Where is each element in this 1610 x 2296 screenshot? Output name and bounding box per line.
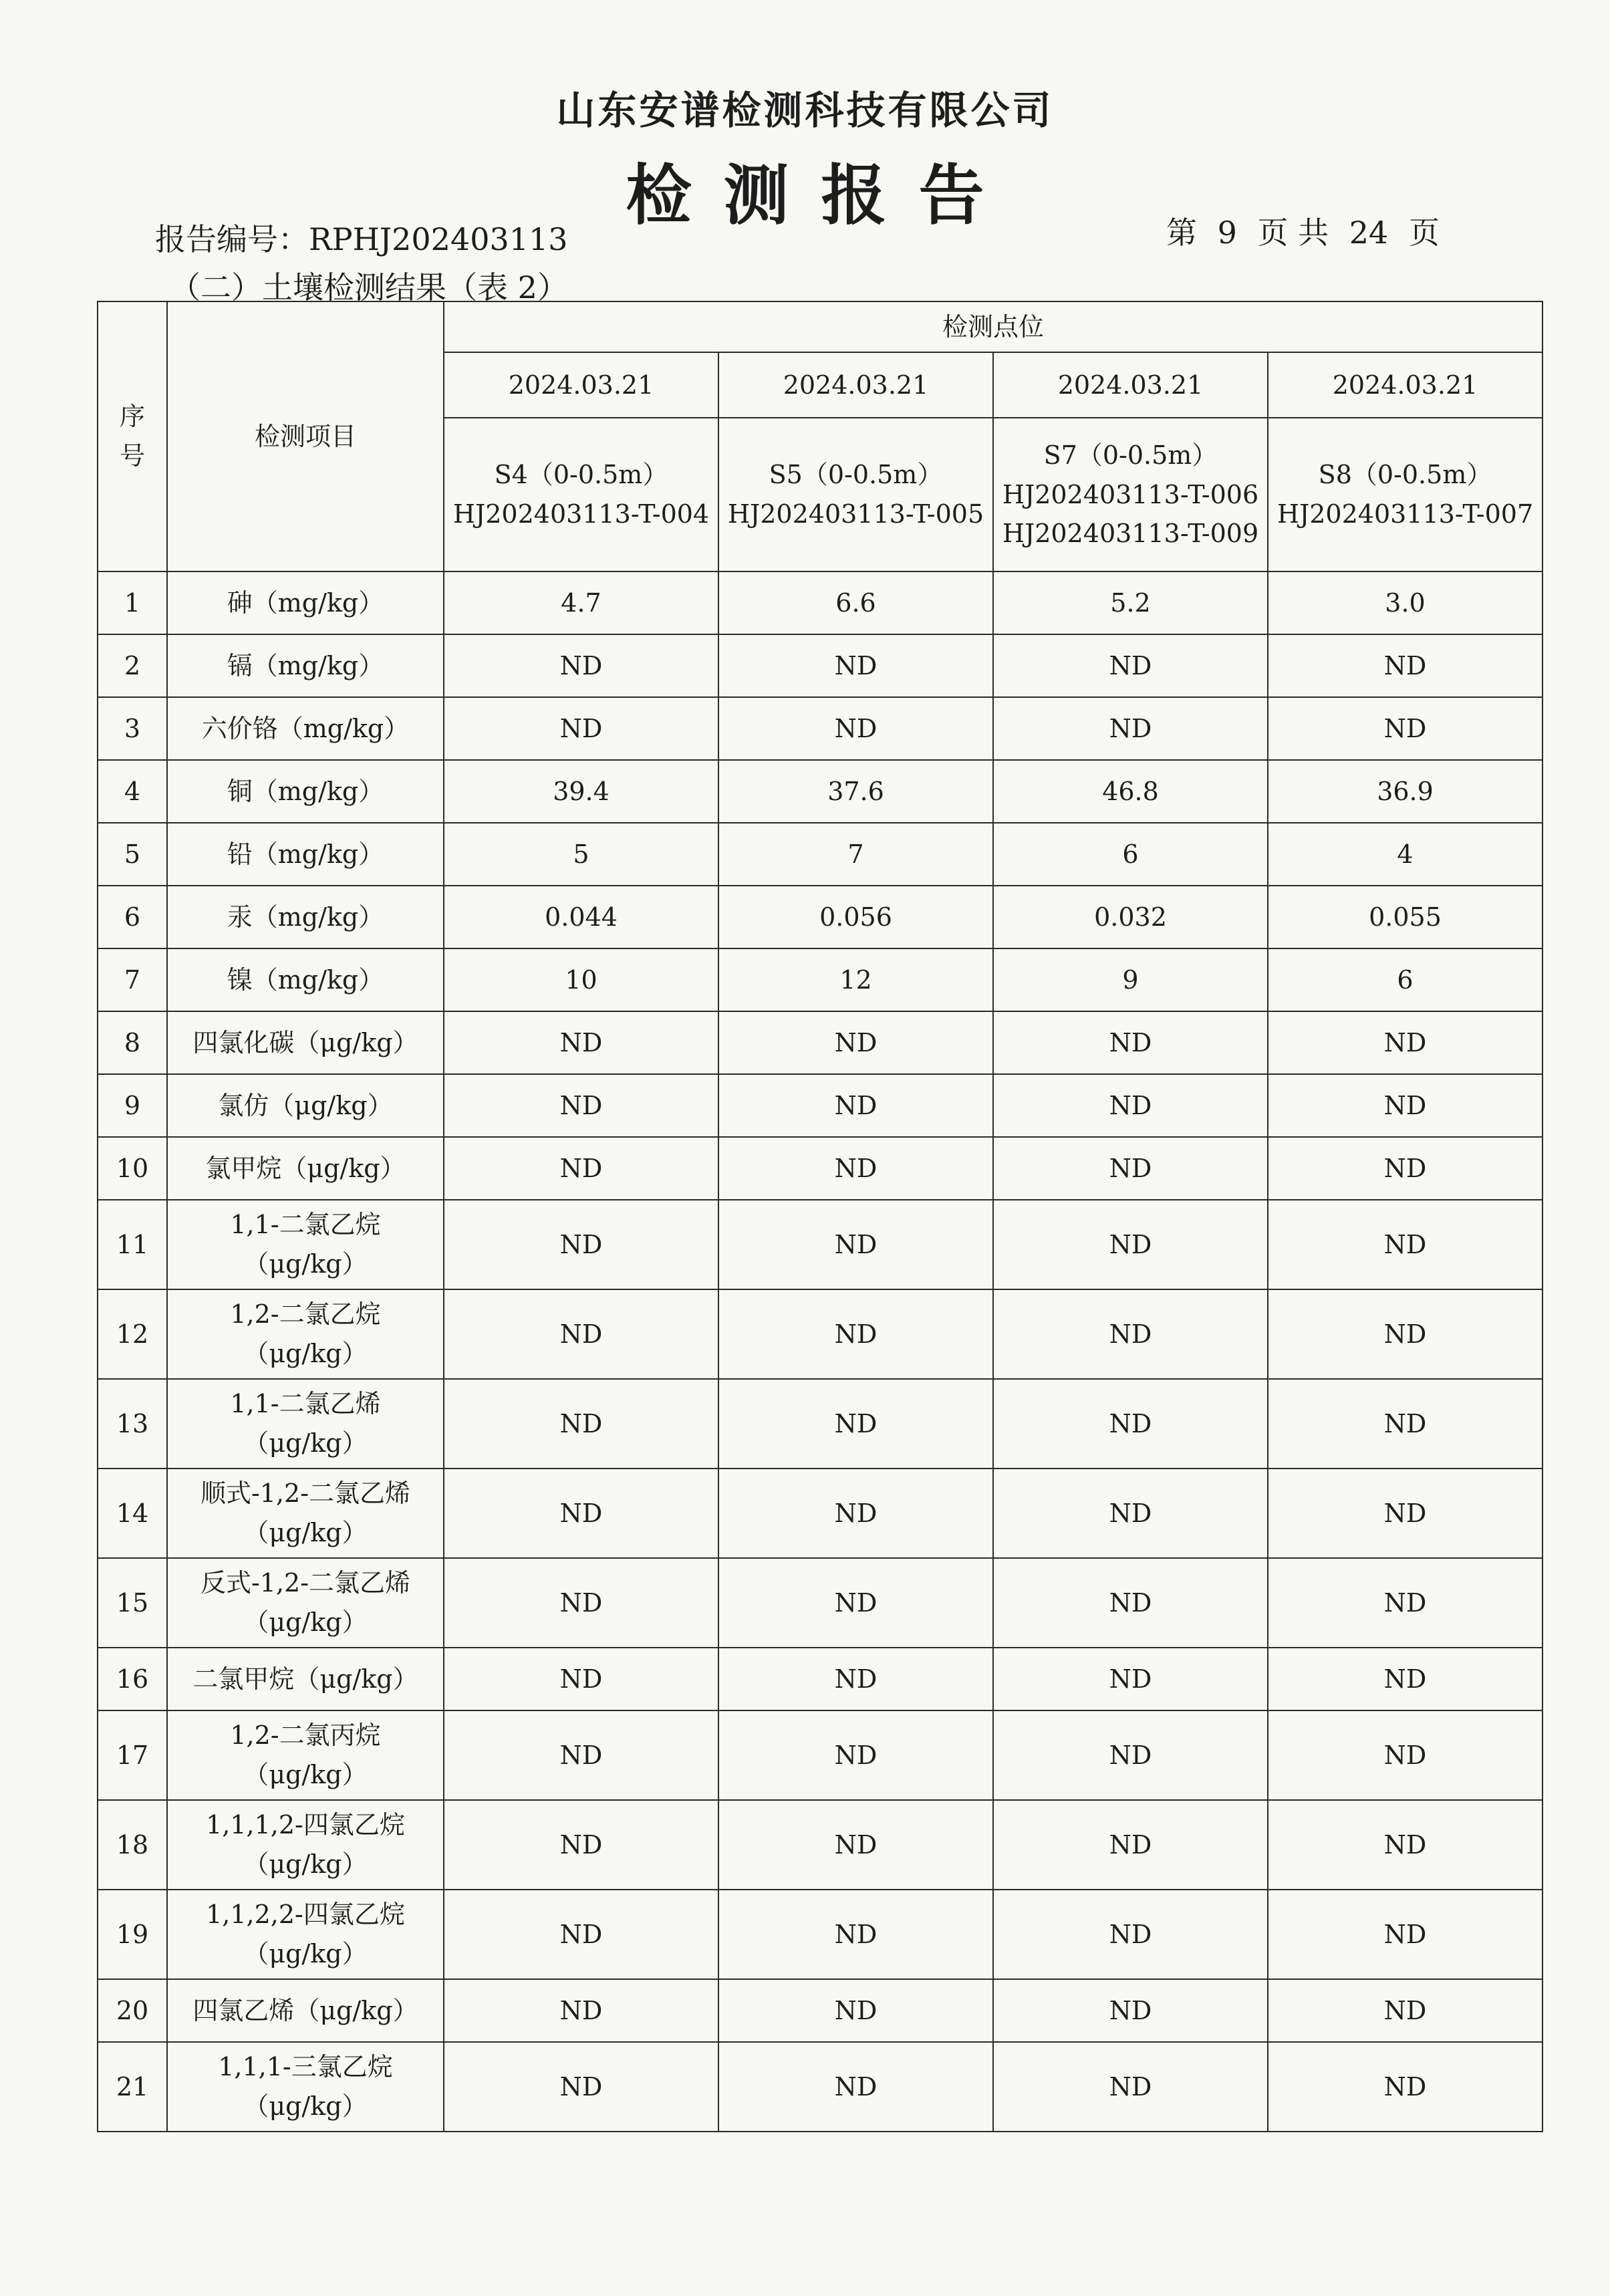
table-row	[98, 886, 1542, 948]
sample-code: HJ202403113-T-009	[1002, 519, 1259, 549]
result-value: ND	[718, 634, 993, 697]
point-date: 2024.03.21	[993, 352, 1268, 418]
item-line: 氯甲烷（μg/kg）	[205, 1153, 406, 1183]
point-site	[993, 418, 1268, 571]
result-value: 12	[718, 948, 993, 1011]
row-item	[167, 1469, 444, 1558]
point-site	[444, 418, 718, 571]
result-value: 36.9	[1268, 760, 1542, 823]
result-value: ND	[993, 1469, 1268, 1558]
row-number: 3	[98, 697, 167, 760]
result-value: ND	[1268, 1558, 1542, 1648]
row-number: 11	[98, 1200, 167, 1289]
item-line: （μg/kg）	[243, 1249, 368, 1279]
result-value: ND	[1268, 1074, 1542, 1137]
result-value: ND	[993, 1558, 1268, 1648]
item-line: 1,1,1-三氯乙烷	[218, 2052, 393, 2082]
table-row	[98, 1379, 1542, 1469]
result-value: 6	[1268, 948, 1542, 1011]
result-value: ND	[444, 1979, 718, 2042]
item-line: 1,2-二氯丙烷	[230, 1720, 381, 1751]
row-item	[167, 1648, 444, 1710]
result-value: ND	[993, 1011, 1268, 1074]
result-value: 39.4	[444, 760, 718, 823]
item-line: （μg/kg）	[243, 1518, 368, 1547]
item-line: 1,1,2,2-四氯乙烷	[206, 1900, 405, 1930]
point-site	[718, 418, 993, 571]
row-number: 17	[98, 1710, 167, 1800]
result-value: ND	[718, 1011, 993, 1074]
point-site-label: S8（0-0.5m）	[1318, 460, 1492, 490]
section-title: （二）土壤检测结果（表 2）	[170, 269, 568, 305]
page-mid: 页 共	[1257, 215, 1329, 251]
result-value: 5	[444, 823, 718, 886]
item-line: 1,1-二氯乙烯	[230, 1389, 381, 1419]
row-number: 9	[98, 1074, 167, 1137]
table-row	[98, 1074, 1542, 1137]
result-value: 4.7	[444, 571, 718, 634]
result-value: ND	[1268, 1469, 1542, 1558]
result-value: ND	[444, 1289, 718, 1379]
sample-code: HJ202403113-T-004	[452, 499, 710, 529]
row-number: 15	[98, 1558, 167, 1648]
table-row	[98, 1469, 1542, 1558]
result-value: ND	[993, 1137, 1268, 1200]
row-number: 5	[98, 823, 167, 886]
page-current: 9	[1217, 215, 1237, 251]
item-line: 二氯甲烷（μg/kg）	[192, 1664, 418, 1694]
result-value: ND	[718, 1890, 993, 1979]
row-number: 14	[98, 1469, 167, 1558]
result-value: ND	[1268, 1289, 1542, 1379]
sample-code: HJ202403113-T-005	[727, 499, 984, 529]
table-row	[98, 634, 1542, 697]
row-item	[167, 1200, 444, 1289]
result-value: ND	[993, 1074, 1268, 1137]
result-value: ND	[1268, 1011, 1542, 1074]
item-line: （μg/kg）	[243, 1428, 368, 1458]
result-value: ND	[444, 1011, 718, 1074]
result-value: ND	[444, 1710, 718, 1800]
result-value: ND	[444, 697, 718, 760]
result-value: ND	[1268, 1979, 1542, 2042]
result-value: ND	[1268, 1200, 1542, 1289]
row-item	[167, 948, 444, 1011]
row-number: 2	[98, 634, 167, 697]
result-value: ND	[444, 1648, 718, 1710]
table-row	[98, 1648, 1542, 1710]
result-value: ND	[993, 1710, 1268, 1800]
result-value: ND	[993, 1890, 1268, 1979]
result-value: ND	[444, 2042, 718, 2132]
result-value: ND	[1268, 634, 1542, 697]
result-value: ND	[444, 1074, 718, 1137]
result-value: ND	[444, 1890, 718, 1979]
result-value: ND	[1268, 1648, 1542, 1710]
item-line: （μg/kg）	[243, 1760, 368, 1789]
result-value: ND	[718, 1137, 993, 1200]
row-item	[167, 1137, 444, 1200]
result-value: ND	[444, 1200, 718, 1289]
item-line: （μg/kg）	[243, 1939, 368, 1968]
item-line: 砷（mg/kg）	[227, 588, 384, 618]
item-line: 1,2-二氯乙烷	[230, 1299, 381, 1329]
result-value: ND	[993, 1200, 1268, 1289]
row-item	[167, 1979, 444, 2042]
row-number: 18	[98, 1800, 167, 1890]
item-line: 汞（mg/kg）	[227, 902, 384, 932]
row-item	[167, 823, 444, 886]
table-row	[98, 823, 1542, 886]
result-value: ND	[444, 1469, 718, 1558]
table-row	[98, 697, 1542, 760]
result-value: ND	[1268, 1379, 1542, 1469]
result-value: ND	[1268, 697, 1542, 760]
result-value: ND	[718, 1379, 993, 1469]
row-number: 6	[98, 886, 167, 948]
result-value: 5.2	[993, 571, 1268, 634]
table-row	[98, 1979, 1542, 2042]
table-row	[98, 1558, 1542, 1648]
table-row	[98, 760, 1542, 823]
page-prefix: 第	[1166, 215, 1197, 251]
result-value: ND	[993, 1289, 1268, 1379]
result-value: 7	[718, 823, 993, 886]
result-value: ND	[993, 1800, 1268, 1890]
row-item	[167, 1710, 444, 1800]
result-value: ND	[444, 634, 718, 697]
table-row	[98, 1011, 1542, 1074]
row-item	[167, 697, 444, 760]
result-value: ND	[1268, 1890, 1542, 1979]
item-line: 氯仿（μg/kg）	[218, 1090, 393, 1120]
table-row	[98, 1800, 1542, 1890]
row-number: 10	[98, 1137, 167, 1200]
row-item	[167, 1074, 444, 1137]
row-item	[167, 1289, 444, 1379]
result-value: 0.044	[444, 886, 718, 948]
table-row	[98, 948, 1542, 1011]
result-value: ND	[444, 1137, 718, 1200]
result-value: 6.6	[718, 571, 993, 634]
result-value: 9	[993, 948, 1268, 1011]
result-value: 37.6	[718, 760, 993, 823]
result-value: ND	[718, 2042, 993, 2132]
result-value: ND	[993, 697, 1268, 760]
result-value: 46.8	[993, 760, 1268, 823]
row-number: 1	[98, 571, 167, 634]
result-value: ND	[718, 1648, 993, 1710]
result-value: ND	[444, 1800, 718, 1890]
result-value: ND	[718, 697, 993, 760]
item-line: 铜（mg/kg）	[227, 776, 384, 806]
header-item: 检测项目	[167, 301, 444, 571]
sample-code: HJ202403113-T-007	[1277, 499, 1534, 529]
page-suffix: 页	[1408, 215, 1440, 251]
row-item	[167, 1890, 444, 1979]
table-row	[98, 1137, 1542, 1200]
result-value: ND	[718, 1710, 993, 1800]
result-value: ND	[1268, 1800, 1542, 1890]
row-item	[167, 634, 444, 697]
item-line: 反式-1,2-二氯乙烯	[200, 1568, 411, 1598]
point-site-label: S5（0-0.5m）	[769, 460, 943, 490]
item-line: 四氯化碳（μg/kg）	[192, 1027, 418, 1057]
result-value: ND	[718, 1289, 993, 1379]
report-number: 报告编号：RPHJ202403113	[155, 221, 568, 257]
row-number: 7	[98, 948, 167, 1011]
item-line: （μg/kg）	[243, 2091, 368, 2121]
table-row	[98, 571, 1542, 634]
page-total: 24	[1349, 215, 1389, 251]
result-value: 3.0	[1268, 571, 1542, 634]
result-value: ND	[444, 1558, 718, 1648]
row-number: 19	[98, 1890, 167, 1979]
point-date: 2024.03.21	[444, 352, 718, 418]
row-item	[167, 1379, 444, 1469]
result-value: ND	[993, 1379, 1268, 1469]
table-row	[98, 1890, 1542, 1979]
result-value: ND	[718, 1074, 993, 1137]
result-value: ND	[1268, 1710, 1542, 1800]
result-value: 0.055	[1268, 886, 1542, 948]
result-value: ND	[993, 1979, 1268, 2042]
result-value: ND	[444, 1379, 718, 1469]
soil-results-table	[97, 301, 1543, 2132]
item-line: 1,1,1,2-四氯乙烷	[206, 1810, 405, 1840]
header-points: 检测点位	[444, 301, 1542, 352]
result-value: 10	[444, 948, 718, 1011]
result-value: ND	[1268, 1137, 1542, 1200]
point-date: 2024.03.21	[1268, 352, 1542, 418]
result-value: ND	[993, 1648, 1268, 1710]
sample-code: HJ202403113-T-006	[1002, 479, 1259, 509]
result-value: 0.032	[993, 886, 1268, 948]
table-row	[98, 1289, 1542, 1379]
row-item	[167, 1011, 444, 1074]
row-item	[167, 1800, 444, 1890]
table-row	[98, 2042, 1542, 2132]
item-line: 1,1-二氯乙烷	[230, 1210, 381, 1240]
row-number: 8	[98, 1011, 167, 1074]
point-site-label: S4（0-0.5m）	[494, 460, 668, 490]
item-line: 镉（mg/kg）	[227, 650, 384, 680]
item-line: （μg/kg）	[243, 1608, 368, 1637]
result-value: 6	[993, 823, 1268, 886]
item-line: 铅（mg/kg）	[227, 839, 384, 869]
row-number: 4	[98, 760, 167, 823]
result-value: 0.056	[718, 886, 993, 948]
item-line: （μg/kg）	[243, 1339, 368, 1368]
result-value: ND	[718, 1979, 993, 2042]
result-value: ND	[718, 1558, 993, 1648]
row-number: 21	[98, 2042, 167, 2132]
row-item	[167, 1558, 444, 1648]
table-row	[98, 1200, 1542, 1289]
header-seq	[98, 301, 167, 571]
result-value: ND	[993, 634, 1268, 697]
company-name: 山东安谱检测科技有限公司	[556, 88, 1054, 133]
item-line: （μg/kg）	[243, 1849, 368, 1879]
result-value: ND	[718, 1469, 993, 1558]
result-value: ND	[993, 2042, 1268, 2132]
point-site	[1268, 418, 1542, 571]
result-value: ND	[718, 1200, 993, 1289]
result-value: ND	[718, 1800, 993, 1890]
point-site-label: S7（0-0.5m）	[1043, 440, 1218, 470]
page-info	[1166, 209, 1440, 253]
item-line: 镍（mg/kg）	[227, 965, 384, 995]
point-date: 2024.03.21	[718, 352, 993, 418]
report-title: 检测报告	[626, 157, 1017, 234]
row-number: 16	[98, 1648, 167, 1710]
item-line: 四氯乙烯（μg/kg）	[192, 1995, 418, 2025]
row-number: 13	[98, 1379, 167, 1469]
row-item	[167, 571, 444, 634]
item-line: 六价铬（mg/kg）	[201, 713, 410, 743]
result-value: 4	[1268, 823, 1542, 886]
row-number: 20	[98, 1979, 167, 2042]
table-row	[98, 1710, 1542, 1800]
row-number: 12	[98, 1289, 167, 1379]
result-value: ND	[1268, 2042, 1542, 2132]
row-item	[167, 760, 444, 823]
item-line: 顺式-1,2-二氯乙烯	[200, 1479, 411, 1509]
row-item	[167, 2042, 444, 2132]
header-seq-label: 序 号	[119, 402, 145, 471]
row-item	[167, 886, 444, 948]
